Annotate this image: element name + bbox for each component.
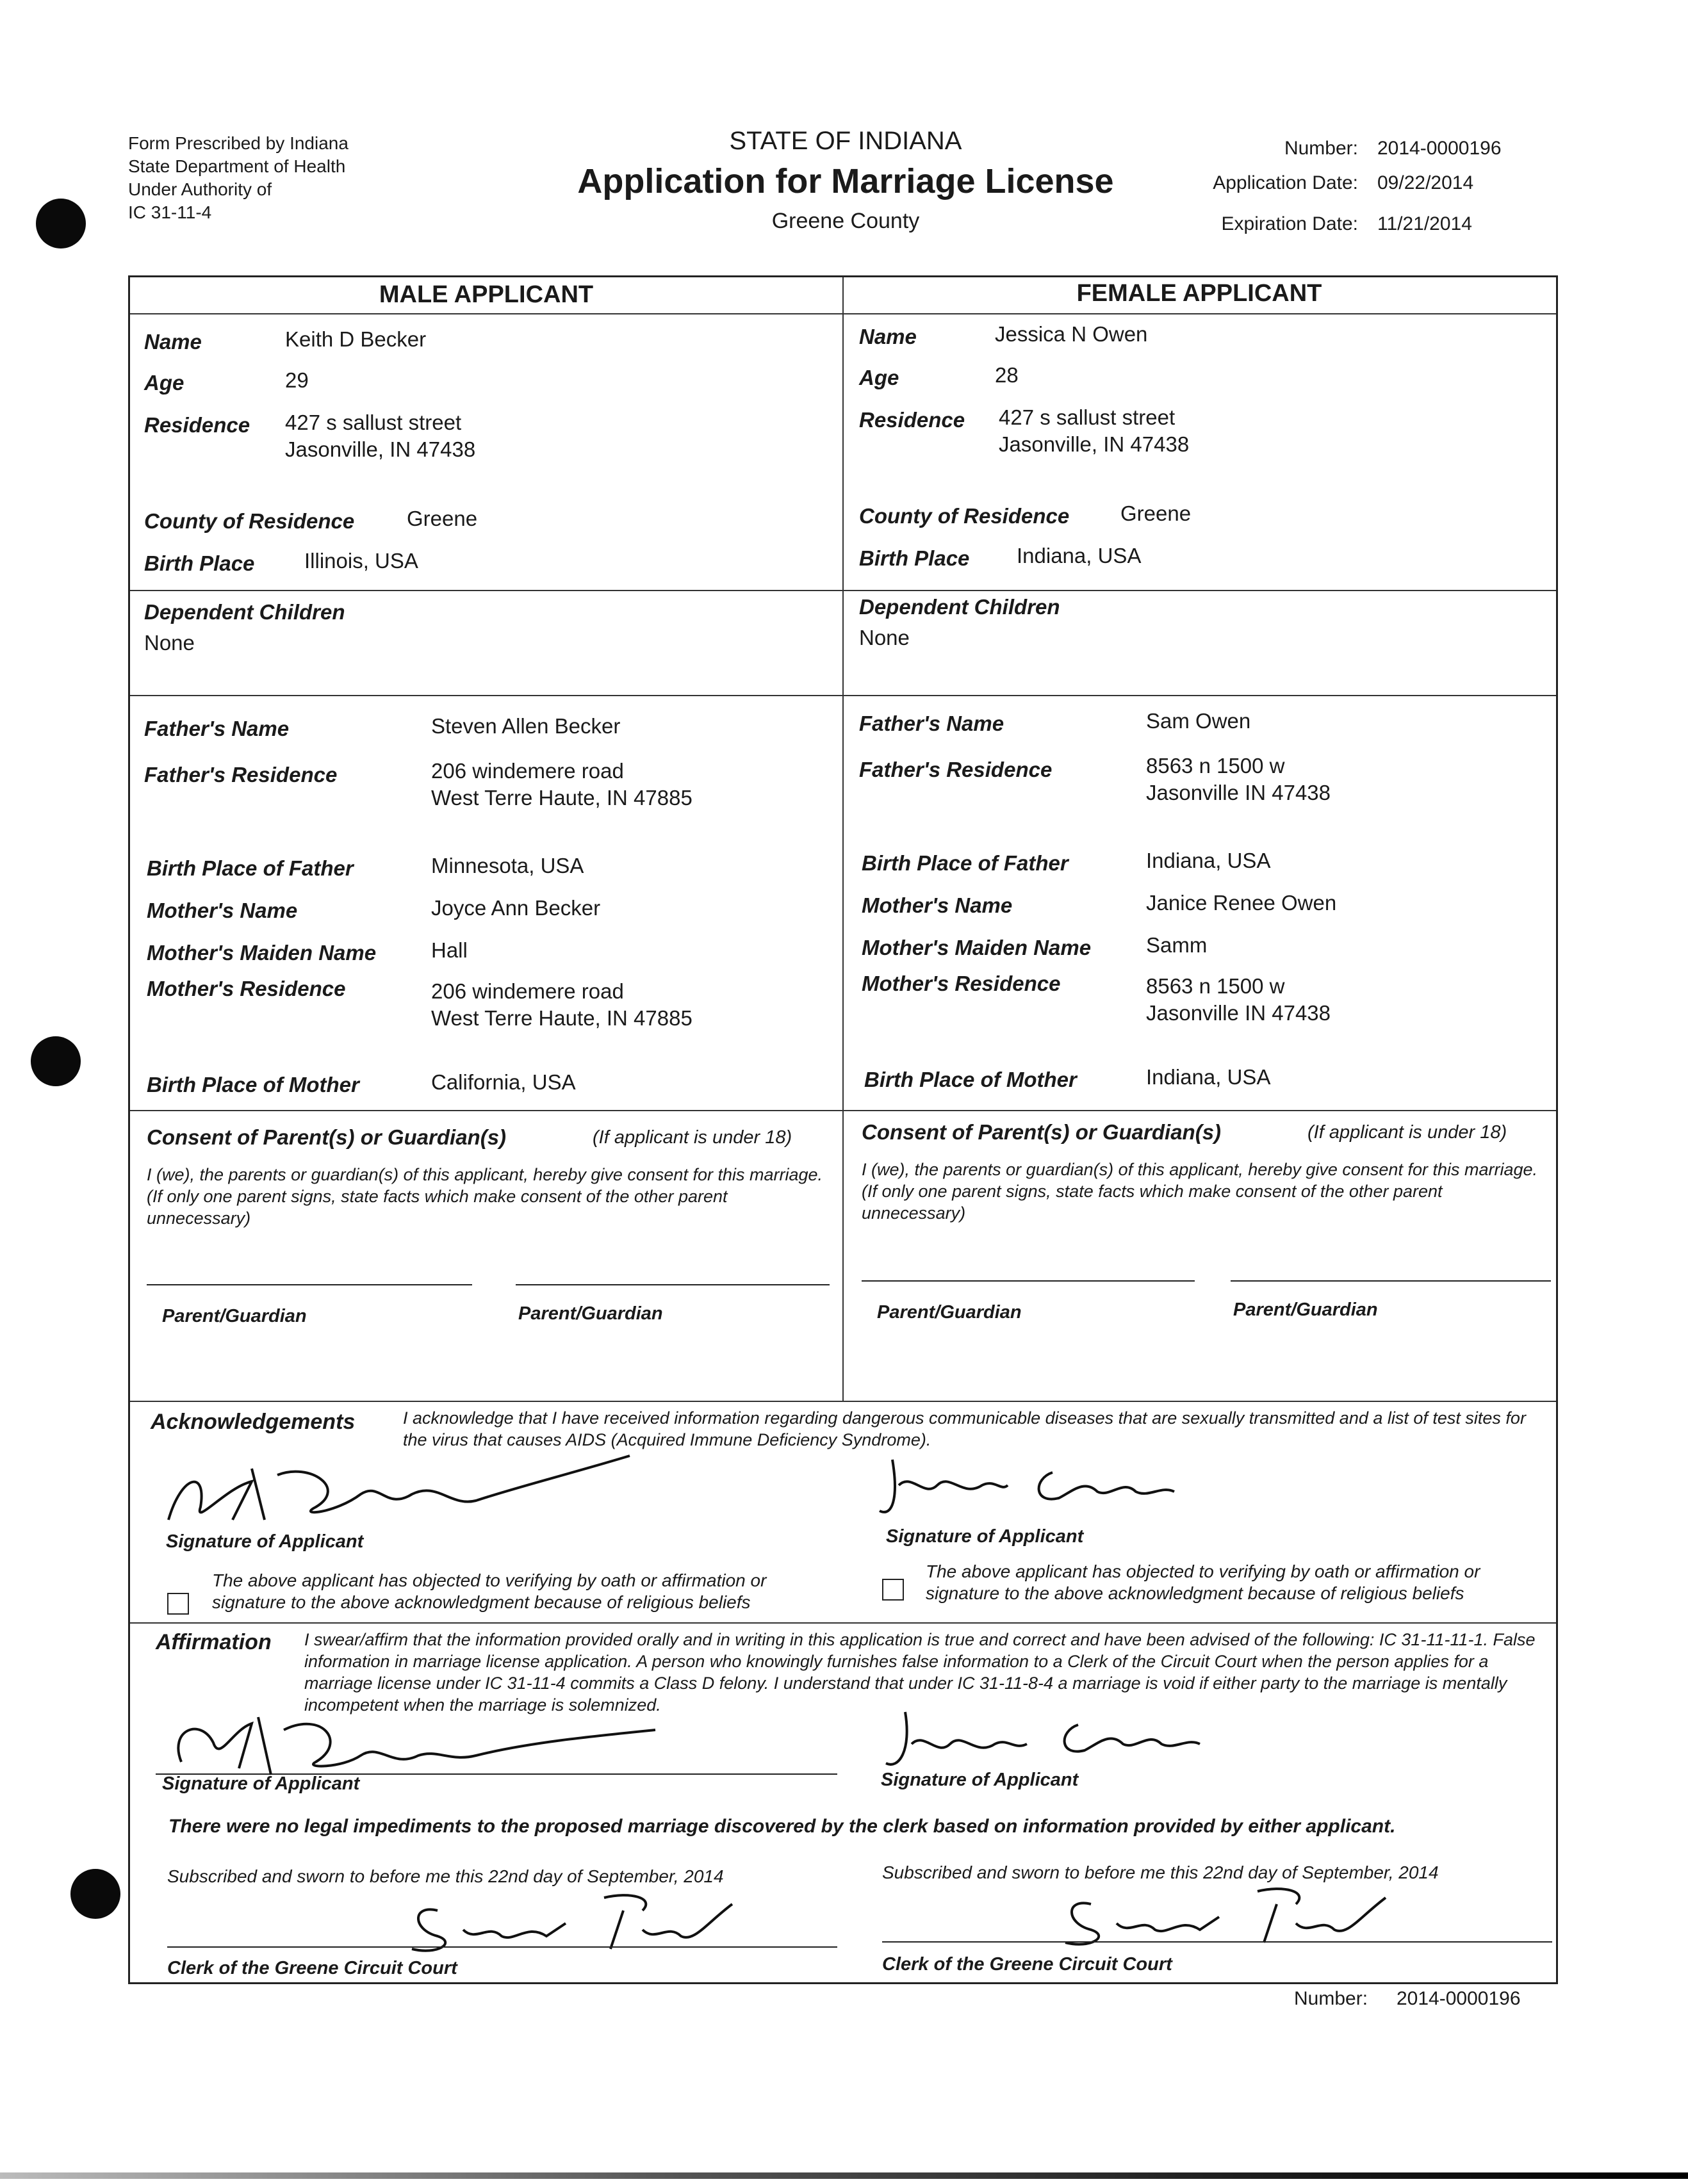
female-parent-signature-line-2 bbox=[1231, 1280, 1551, 1282]
female-objection-text: The above applicant has objected to verifying by oath or affirmation or signature to the above acknowledgment because of religious beliefs bbox=[926, 1561, 1480, 1603]
male-mother-maiden-label: Mother's Maiden Name bbox=[147, 941, 377, 965]
punch-hole bbox=[70, 1869, 120, 1919]
female-mother-birthplace-label: Birth Place of Mother bbox=[864, 1068, 1077, 1091]
punch-hole bbox=[31, 1036, 81, 1086]
female-age-value: 28 bbox=[995, 363, 1019, 387]
male-acknowledgement-signature bbox=[156, 1449, 643, 1533]
female-name-value: Jessica N Owen bbox=[995, 322, 1148, 346]
female-clerk-signature bbox=[1053, 1878, 1411, 1955]
male-clerk-signature-line bbox=[167, 1946, 837, 1948]
affirmation-text: I swear/affirm that the information provided orally and in writing in this application is true and correct and have been advised of the following: IC 31-11-11-1. False information in marriage license application. A person who knowingly furnishes false information to a Clerk of the Circuit Court when the person applies for a marriage license under IC 31-11-4 commits a Class D felony. I understand that under IC 31-11-8-4 a marriage is void if either party to the marriage is mentally incompetent when the marriage is solemnized. bbox=[304, 1630, 1536, 1715]
application-date-label: Application Date: bbox=[1213, 172, 1358, 193]
female-consent-heading: Consent of Parent(s) or Guardian(s) bbox=[862, 1120, 1222, 1144]
male-affirmation-signature bbox=[156, 1704, 668, 1781]
male-mother-name-label: Mother's Name bbox=[147, 899, 298, 922]
male-mother-name-value: Joyce Ann Becker bbox=[431, 896, 601, 920]
application-date-value: 09/22/2014 bbox=[1377, 172, 1474, 193]
male-clerk-signature bbox=[399, 1885, 758, 1962]
female-father-name-label: Father's Name bbox=[859, 712, 1004, 735]
male-name-value: Keith D Becker bbox=[285, 327, 427, 351]
female-residence-label: Residence bbox=[859, 408, 965, 432]
application-form bbox=[128, 275, 1558, 1984]
male-consent-heading: Consent of Parent(s) or Guardian(s) bbox=[147, 1125, 507, 1149]
male-signature-label: Signature of Applicant bbox=[166, 1531, 364, 1552]
female-father-residence-line1: 8563 n 1500 w bbox=[1146, 754, 1285, 778]
female-father-residence-line2: Jasonville IN 47438 bbox=[1146, 781, 1331, 804]
affirmation-heading: Affirmation bbox=[156, 1630, 272, 1654]
section-rule bbox=[130, 1401, 1556, 1402]
male-subscribed-text: Subscribed and sworn to before me this 22nd day of September, 2014 bbox=[167, 1866, 724, 1886]
female-religious-objection-checkbox[interactable] bbox=[882, 1579, 904, 1601]
clerk-signature-text bbox=[1219, 1891, 1223, 1892]
female-county-value: Greene bbox=[1120, 501, 1192, 525]
section-rule bbox=[130, 1622, 1556, 1624]
female-acknowledgement-signature bbox=[873, 1447, 1232, 1524]
male-parent-signature-line-1 bbox=[147, 1284, 472, 1285]
prescribed-line: IC 31-11-4 bbox=[128, 202, 212, 222]
number-value: 2014-0000196 bbox=[1377, 138, 1502, 159]
male-residence-line1: 427 s sallust street bbox=[285, 411, 462, 434]
female-father-birthplace-label: Birth Place of Father bbox=[862, 851, 1069, 875]
male-age-value: 29 bbox=[285, 368, 309, 392]
female-mother-birthplace-value: Indiana, USA bbox=[1146, 1065, 1271, 1089]
male-signature-text bbox=[265, 1430, 268, 1431]
female-birthplace-value: Indiana, USA bbox=[1017, 544, 1142, 567]
female-county-label: County of Residence bbox=[859, 504, 1070, 528]
female-birthplace-label: Birth Place bbox=[859, 546, 970, 570]
female-consent-text: I (we), the parents or guardian(s) of this applicant, hereby give consent for this marriage. (If only one parent signs, state facts which make consent of the other parent unnecessary) bbox=[862, 1160, 1538, 1223]
male-father-residence-label: Father's Residence bbox=[144, 763, 338, 786]
male-parent-guardian-label-2: Parent/Guardian bbox=[518, 1303, 663, 1324]
female-clerk-label: Clerk of the Greene Circuit Court bbox=[882, 1954, 1172, 1975]
expiration-date-value: 11/21/2014 bbox=[1377, 213, 1472, 234]
female-parent-signature-line-1 bbox=[862, 1280, 1195, 1282]
state-heading: STATE OF INDIANA bbox=[729, 127, 962, 155]
scan-edge bbox=[0, 2172, 1688, 2179]
male-consent-condition: (If applicant is under 18) bbox=[593, 1127, 792, 1148]
acknowledgements-heading: Acknowledgements bbox=[151, 1410, 356, 1434]
number-label: Number: bbox=[1284, 138, 1358, 159]
female-residence-line1: 427 s sallust street bbox=[999, 405, 1176, 429]
county-heading: Greene County bbox=[771, 209, 920, 233]
male-birthplace-label: Birth Place bbox=[144, 551, 255, 575]
female-mother-residence-label: Mother's Residence bbox=[862, 972, 1061, 995]
male-mother-residence-label: Mother's Residence bbox=[147, 977, 346, 1000]
footer-number-label: Number: bbox=[1294, 1988, 1368, 2009]
female-signature-label: Signature of Applicant bbox=[886, 1526, 1084, 1547]
female-clerk-signature-line bbox=[882, 1941, 1552, 1943]
female-signature-text bbox=[963, 1430, 967, 1431]
prescribed-line: Under Authority of bbox=[128, 179, 272, 199]
male-father-residence-line1: 206 windemere road bbox=[431, 759, 624, 783]
acknowledgement-text: I acknowledge that I have received information regarding dangerous communicable diseases that are sexually transmitted and a list of test sites for the virus that causes AIDS (Acquired Immune Deficiency Syndrome). bbox=[403, 1408, 1526, 1449]
male-father-name-value: Steven Allen Becker bbox=[431, 714, 621, 738]
female-dependents-label: Dependent Children bbox=[859, 595, 1060, 619]
female-mother-maiden-value: Samm bbox=[1146, 933, 1208, 957]
female-father-name-value: Sam Owen bbox=[1146, 709, 1251, 733]
male-religious-objection-checkbox[interactable] bbox=[167, 1593, 189, 1615]
male-parent-guardian-label-1: Parent/Guardian bbox=[162, 1306, 307, 1326]
male-age-label: Age bbox=[144, 371, 184, 395]
punch-hole bbox=[36, 199, 86, 249]
section-rule bbox=[130, 590, 1556, 591]
male-mother-birthplace-label: Birth Place of Mother bbox=[147, 1073, 359, 1096]
female-father-residence-label: Father's Residence bbox=[859, 758, 1053, 781]
no-impediments-statement: There were no legal impediments to the proposed marriage discovered by the clerk based on information provided by either applicant. bbox=[168, 1816, 1396, 1837]
female-mother-residence-line1: 8563 n 1500 w bbox=[1146, 974, 1285, 998]
column-divider bbox=[842, 277, 844, 1401]
female-affirmation-signature bbox=[873, 1706, 1232, 1776]
female-mother-maiden-label: Mother's Maiden Name bbox=[862, 936, 1092, 959]
male-mother-residence-line1: 206 windemere road bbox=[431, 979, 624, 1003]
male-father-birthplace-value: Minnesota, USA bbox=[431, 854, 584, 877]
male-clerk-label: Clerk of the Greene Circuit Court bbox=[167, 1958, 457, 1978]
male-applicant-heading: MALE APPLICANT bbox=[379, 281, 594, 308]
female-parent-guardian-label-1: Parent/Guardian bbox=[877, 1302, 1022, 1323]
female-father-birthplace-value: Indiana, USA bbox=[1146, 849, 1271, 872]
male-parent-signature-line-2 bbox=[516, 1284, 830, 1285]
female-applicant-heading: FEMALE APPLICANT bbox=[1076, 280, 1322, 307]
female-mother-name-value: Janice Renee Owen bbox=[1146, 891, 1337, 915]
male-mother-residence-line2: West Terre Haute, IN 47885 bbox=[431, 1006, 692, 1030]
expiration-date-label: Expiration Date: bbox=[1221, 213, 1358, 234]
male-father-name-label: Father's Name bbox=[144, 717, 290, 740]
male-residence-line2: Jasonville, IN 47438 bbox=[285, 437, 476, 461]
female-affirmation-signature-label: Signature of Applicant bbox=[881, 1770, 1079, 1790]
footer-number-value: 2014-0000196 bbox=[1397, 1988, 1521, 2009]
female-parent-guardian-label-2: Parent/Guardian bbox=[1233, 1300, 1378, 1320]
male-birthplace-value: Illinois, USA bbox=[304, 549, 418, 573]
section-rule bbox=[130, 1110, 1556, 1111]
male-county-label: County of Residence bbox=[144, 509, 355, 533]
prescribed-line: Form Prescribed by Indiana bbox=[128, 133, 348, 153]
prescribed-line: State Department of Health bbox=[128, 156, 346, 176]
female-age-label: Age bbox=[859, 366, 899, 389]
male-name-label: Name bbox=[144, 330, 202, 354]
male-dependents-value: None bbox=[144, 631, 195, 655]
male-dependents-label: Dependent Children bbox=[144, 600, 345, 624]
page-title: Application for Marriage License bbox=[577, 162, 1114, 200]
male-residence-label: Residence bbox=[144, 413, 250, 437]
male-consent-text: I (we), the parents or guardian(s) of this applicant, hereby give consent for this marriage. (If only one parent signs, state facts which make consent of the other parent unnecessary) bbox=[147, 1165, 823, 1228]
male-father-birthplace-label: Birth Place of Father bbox=[147, 856, 354, 880]
female-name-label: Name bbox=[859, 325, 917, 348]
female-residence-line2: Jasonville, IN 47438 bbox=[999, 432, 1190, 456]
male-mother-maiden-value: Hall bbox=[431, 938, 468, 962]
form-prescribed-note bbox=[128, 132, 348, 224]
heading-rule bbox=[130, 313, 1556, 314]
male-affirmation-signature-label: Signature of Applicant bbox=[162, 1773, 360, 1794]
male-county-value: Greene bbox=[407, 507, 478, 530]
female-mother-residence-line2: Jasonville IN 47438 bbox=[1146, 1001, 1331, 1025]
male-mother-birthplace-value: California, USA bbox=[431, 1070, 576, 1094]
male-objection-text: The above applicant has objected to verifying by oath or affirmation or signature to the above acknowledgment because of religious beliefs bbox=[212, 1570, 767, 1612]
male-father-residence-line2: West Terre Haute, IN 47885 bbox=[431, 786, 692, 810]
female-mother-name-label: Mother's Name bbox=[862, 893, 1013, 917]
female-dependents-value: None bbox=[859, 626, 910, 649]
female-subscribed-text: Subscribed and sworn to before me this 22nd day of September, 2014 bbox=[882, 1862, 1439, 1882]
section-rule bbox=[130, 695, 1556, 696]
female-consent-condition: (If applicant is under 18) bbox=[1307, 1122, 1507, 1143]
